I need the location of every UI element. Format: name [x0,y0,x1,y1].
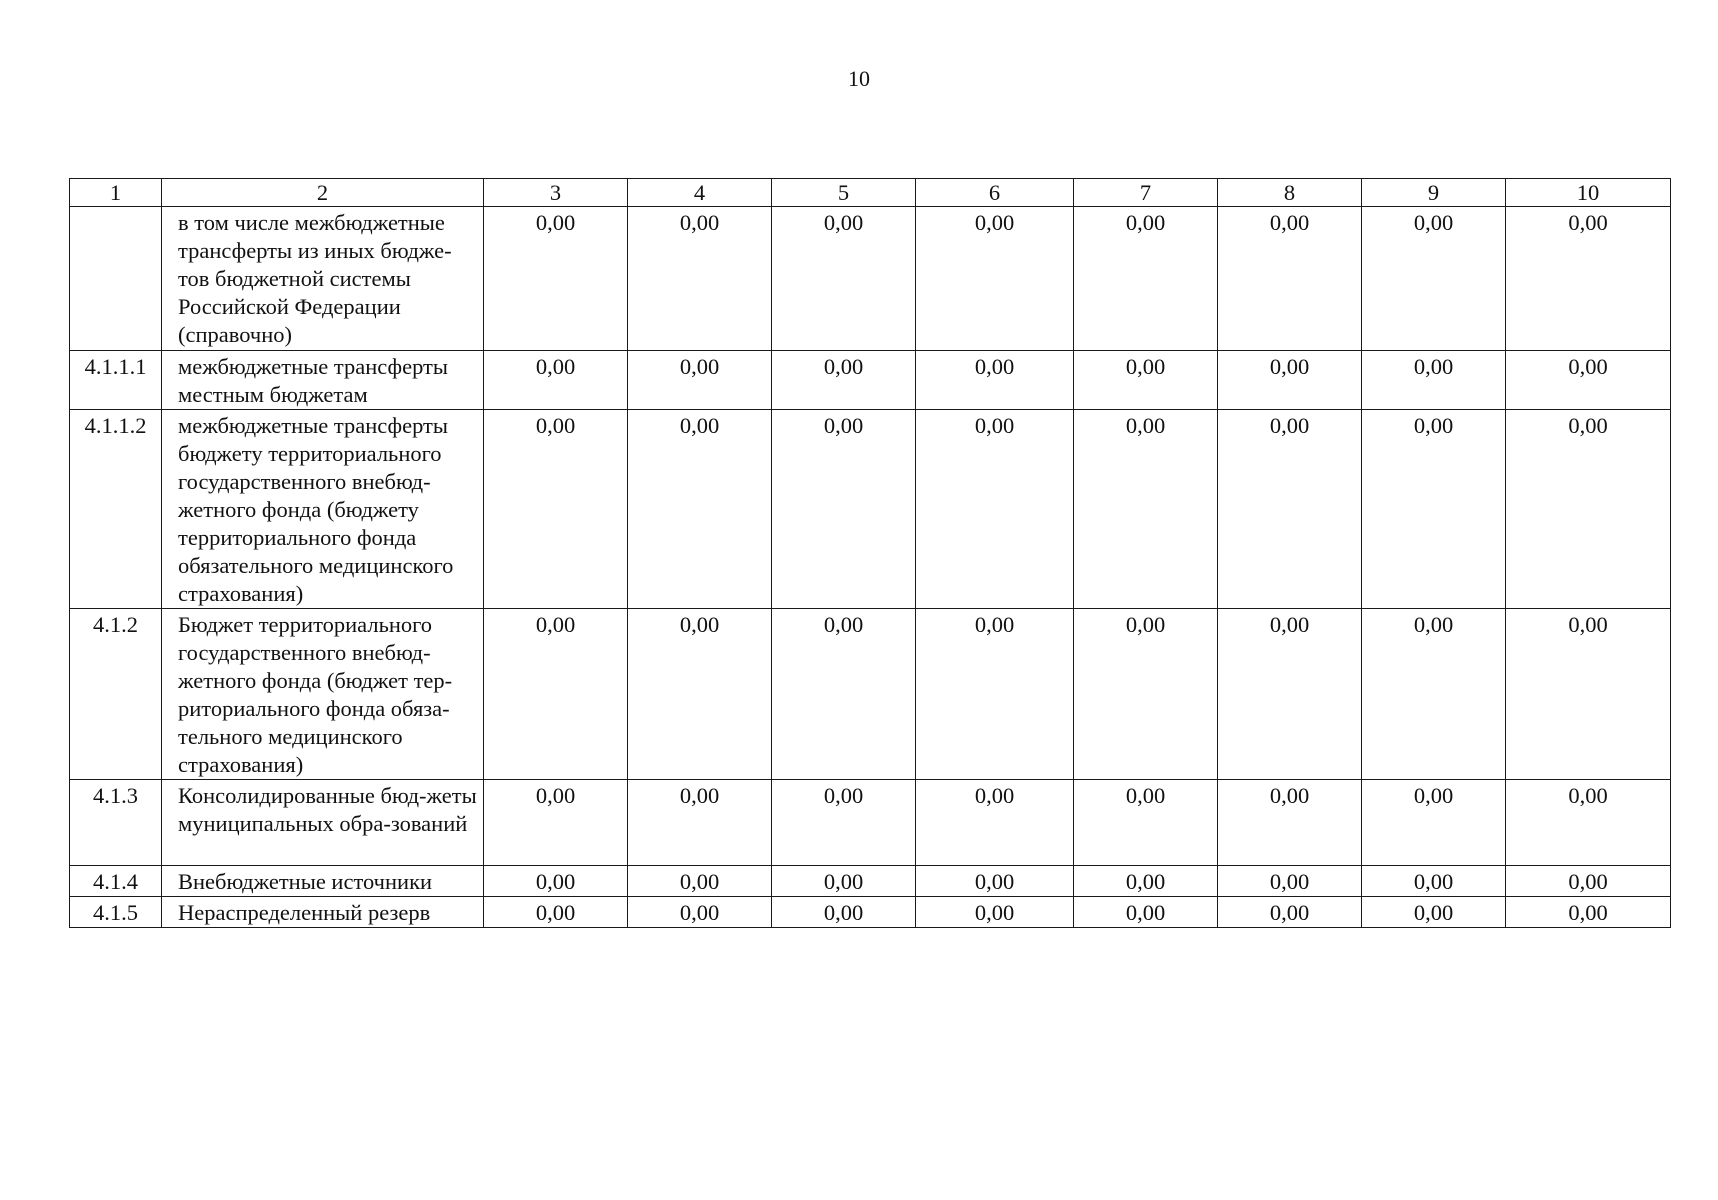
value-cell: 0,00 [916,207,1074,351]
value-cell: 0,00 [1074,351,1218,410]
value-cell: 0,00 [1506,609,1671,780]
value-cell: 0,00 [1218,866,1362,897]
value-cell: 0,00 [1506,410,1671,609]
value-cell: 0,00 [916,410,1074,609]
row-description: межбюджетные трансферты местным бюджетам [162,351,484,410]
value-cell: 0,00 [628,207,772,351]
table-row [70,351,1671,410]
value-cell: 0,00 [1362,351,1506,410]
value-cell: 0,00 [772,207,916,351]
row-description: Внебюджетные источники [162,866,484,897]
value-cell: 0,00 [1362,897,1506,928]
row-code: 4.1.4 [70,866,162,897]
page-number: 10 [848,66,870,91]
value-cell: 0,00 [484,780,628,866]
value-cell: 0,00 [772,897,916,928]
column-number-header: 5 [772,179,916,207]
value-cell: 0,00 [628,609,772,780]
value-cell: 0,00 [916,897,1074,928]
row-code: 4.1.1.2 [70,410,162,609]
table-row [70,780,1671,866]
value-cell: 0,00 [916,609,1074,780]
value-cell: 0,00 [916,351,1074,410]
value-cell: 0,00 [1074,410,1218,609]
value-cell: 0,00 [628,351,772,410]
row-description: Бюджет территориального государственного внебюд-жетного фонда (бюджет тер-риториального фонда обяза-тельного медицинского страхования) [162,609,484,780]
value-cell: 0,00 [628,866,772,897]
value-cell: 0,00 [484,609,628,780]
value-cell: 0,00 [1506,780,1671,866]
value-cell: 0,00 [484,410,628,609]
column-number-header: 6 [916,179,1074,207]
column-number-row [70,179,1671,207]
row-code: 4.1.5 [70,897,162,928]
value-cell: 0,00 [1074,897,1218,928]
table-row [70,866,1671,897]
value-cell: 0,00 [1218,609,1362,780]
value-cell: 0,00 [772,351,916,410]
value-cell: 0,00 [1506,866,1671,897]
value-cell: 0,00 [1074,609,1218,780]
column-number-header: 1 [70,179,162,207]
value-cell: 0,00 [1218,897,1362,928]
value-cell: 0,00 [1362,780,1506,866]
value-cell: 0,00 [484,207,628,351]
row-description: в том числе межбюджетные трансферты из иных бюдже-тов бюджетной системы Российской Федерации (справочно) [162,207,484,351]
row-code [70,207,162,351]
value-cell: 0,00 [1074,866,1218,897]
value-cell: 0,00 [1218,410,1362,609]
row-code: 4.1.1.1 [70,351,162,410]
row-description: Нераспределенный резерв [162,897,484,928]
value-cell: 0,00 [1218,780,1362,866]
row-code: 4.1.3 [70,780,162,866]
value-cell: 0,00 [772,780,916,866]
value-cell: 0,00 [484,897,628,928]
value-cell: 0,00 [916,866,1074,897]
row-description: Консолидированные бюд-жеты муниципальных обра-зований [162,780,484,866]
row-description: межбюджетные трансферты бюджету территориального государственного внебюд-жетного фонда (бюджету территориального фонда обязательного медицинского страхования) [162,410,484,609]
value-cell: 0,00 [628,897,772,928]
table-row [70,410,1671,609]
value-cell: 0,00 [1362,866,1506,897]
column-number-header: 3 [484,179,628,207]
value-cell: 0,00 [628,410,772,609]
value-cell: 0,00 [484,351,628,410]
column-number-header: 7 [1074,179,1218,207]
table-body [70,179,1671,928]
value-cell: 0,00 [1506,351,1671,410]
row-code: 4.1.2 [70,609,162,780]
column-number-header: 9 [1362,179,1506,207]
value-cell: 0,00 [772,609,916,780]
value-cell: 0,00 [1506,897,1671,928]
budget-table [69,178,1671,928]
table-row [70,897,1671,928]
value-cell: 0,00 [772,866,916,897]
value-cell: 0,00 [1218,351,1362,410]
table-row [70,609,1671,780]
column-number-header: 4 [628,179,772,207]
value-cell: 0,00 [1362,410,1506,609]
column-number-header: 10 [1506,179,1671,207]
value-cell: 0,00 [1362,609,1506,780]
value-cell: 0,00 [1506,207,1671,351]
value-cell: 0,00 [484,866,628,897]
value-cell: 0,00 [916,780,1074,866]
value-cell: 0,00 [1362,207,1506,351]
table-row [70,207,1671,351]
value-cell: 0,00 [1218,207,1362,351]
value-cell: 0,00 [1074,207,1218,351]
value-cell: 0,00 [772,410,916,609]
column-number-header: 8 [1218,179,1362,207]
value-cell: 0,00 [628,780,772,866]
column-number-header: 2 [162,179,484,207]
value-cell: 0,00 [1074,780,1218,866]
